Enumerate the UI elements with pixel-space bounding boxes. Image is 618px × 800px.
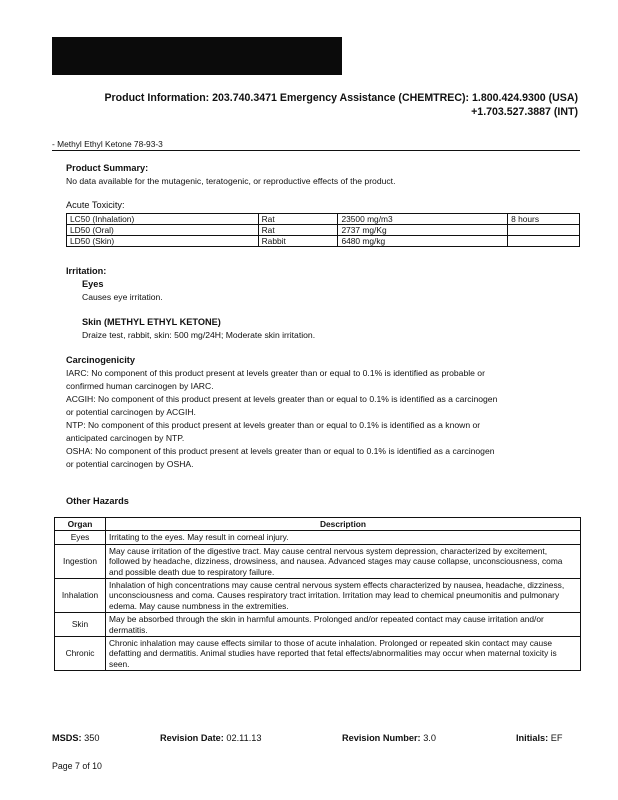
table-row — [55, 613, 581, 637]
contact-line-1: Product Information: 203.740.3471 Emergency Assistance (CHEMTREC): 1.800.424.9300 (USA) — [104, 92, 578, 104]
table-cell: 8 hours — [508, 214, 580, 225]
hazards-table — [54, 517, 581, 671]
ntp-line: anticipated carcinogen by NTP. — [66, 433, 185, 443]
table-cell — [508, 236, 580, 247]
table-row — [55, 637, 581, 671]
acute-toxicity-table — [66, 213, 580, 247]
redaction-bar — [52, 37, 342, 75]
carcinogenicity-label: Carcinogenicity — [66, 355, 135, 365]
description-cell: Chronic inhalation may cause effects similar to those of acute inhalation. Prolonged or repeated skin contact may cause defatting and dermatitis. Animal studies have reported that fetal effects/abnormalities may occur when maternal toxicity is seen. — [106, 637, 581, 671]
description-cell: May cause irritation of the digestive tract. May cause central nervous system depression, characterized by excitement, followed by headache, dizziness, drowsiness, and nausea. Advanced stages may cause collapse, unconsciousness, coma and possible death due to respiratory failure. — [106, 544, 581, 578]
description-cell: Irritating to the eyes. May result in corneal injury. — [106, 531, 581, 544]
osha-line: OSHA: No component of this product present at levels greater than or equal to 0.1% is identified as a carcinogen — [66, 446, 495, 456]
revision-date-value: 02.11.13 — [226, 733, 262, 743]
organ-header: Organ — [55, 518, 106, 531]
initials-value: EF — [550, 733, 563, 743]
organ-cell: Eyes — [55, 531, 106, 544]
other-hazards-label: Other Hazards — [66, 496, 129, 506]
acgih-line: or potential carcinogen by ACGIH. — [66, 407, 196, 417]
iarc-line: IARC: No component of this product present at levels greater than or equal to 0.1% is identified as probable or — [66, 368, 485, 378]
table-cell: Rat — [258, 214, 338, 225]
chemical-name: - Methyl Ethyl Ketone 78-93-3 — [52, 139, 163, 149]
description-header: Description — [106, 518, 581, 531]
acgih-line: ACGIH: No component of this product present at levels greater than or equal to 0.1% is identified as a carcinogen — [66, 394, 498, 404]
divider — [52, 150, 580, 151]
table-cell: LD50 (Skin) — [67, 236, 259, 247]
table-cell: 23500 mg/m3 — [338, 214, 508, 225]
ntp-line: NTP: No component of this product present at levels greater than or equal to 0.1% is identified as a known or — [66, 420, 481, 430]
revision-number-value: 3.0 — [423, 733, 436, 743]
product-summary-label: Product Summary: — [66, 163, 149, 173]
table-row — [55, 544, 581, 578]
organ-cell: Inhalation — [55, 579, 106, 613]
msds-label: MSDS: — [52, 733, 82, 743]
osha-line: or potential carcinogen by OSHA. — [66, 459, 194, 469]
table-row — [67, 225, 580, 236]
contact-line-2: +1.703.527.3887 (INT) — [471, 106, 578, 118]
iarc-line: confirmed human carcinogen by IARC. — [66, 381, 214, 391]
description-cell: Inhalation of high concentrations may cause central nervous system effects characterized by nausea, headache, dizziness, unconsciousness and coma. Causes respiratory tract irritation. Irritation may lead to chemical pneumonitis and pulmonary edema. May cause numbness in the extremities. — [106, 579, 581, 613]
table-cell: LC50 (Inhalation) — [67, 214, 259, 225]
revision-date-label: Revision Date: — [160, 733, 224, 743]
organ-cell: Chronic — [55, 637, 106, 671]
organ-cell: Skin — [55, 613, 106, 637]
skin-label: Skin (METHYL ETHYL KETONE) — [82, 317, 221, 327]
contact-header — [38, 91, 578, 119]
footer-initials — [516, 733, 562, 743]
table-row — [55, 579, 581, 613]
description-cell: May be absorbed through the skin in harmful amounts. Prolonged and/or repeated contact may cause irritation and/or dermatitis. — [106, 613, 581, 637]
page-number: Page 7 of 10 — [52, 761, 102, 771]
irritation-label: Irritation: — [66, 266, 107, 276]
skin-text: Draize test, rabbit, skin: 500 mg/24H; Moderate skin irritation. — [82, 330, 316, 340]
table-row — [67, 236, 580, 247]
product-summary-text: No data available for the mutagenic, teratogenic, or reproductive effects of the product. — [66, 176, 396, 186]
acute-toxicity-label: Acute Toxicity: — [66, 200, 125, 210]
footer-revision-number — [342, 733, 436, 743]
eyes-label: Eyes — [82, 279, 104, 289]
footer-revision-date — [160, 733, 261, 743]
table-cell: Rat — [258, 225, 338, 236]
eyes-text: Causes eye irritation. — [82, 292, 163, 302]
table-cell — [508, 225, 580, 236]
footer-msds — [52, 733, 100, 743]
table-cell: LD50 (Oral) — [67, 225, 259, 236]
table-cell: Rabbit — [258, 236, 338, 247]
organ-cell: Ingestion — [55, 544, 106, 578]
carcinogenicity-text — [66, 367, 586, 471]
revision-number-label: Revision Number: — [342, 733, 421, 743]
table-cell: 2737 mg/Kg — [338, 225, 508, 236]
table-row — [67, 214, 580, 225]
msds-value: 350 — [84, 733, 100, 743]
table-cell: 6480 mg/kg — [338, 236, 508, 247]
initials-label: Initials: — [516, 733, 549, 743]
table-header-row — [55, 518, 581, 531]
table-row — [55, 531, 581, 544]
